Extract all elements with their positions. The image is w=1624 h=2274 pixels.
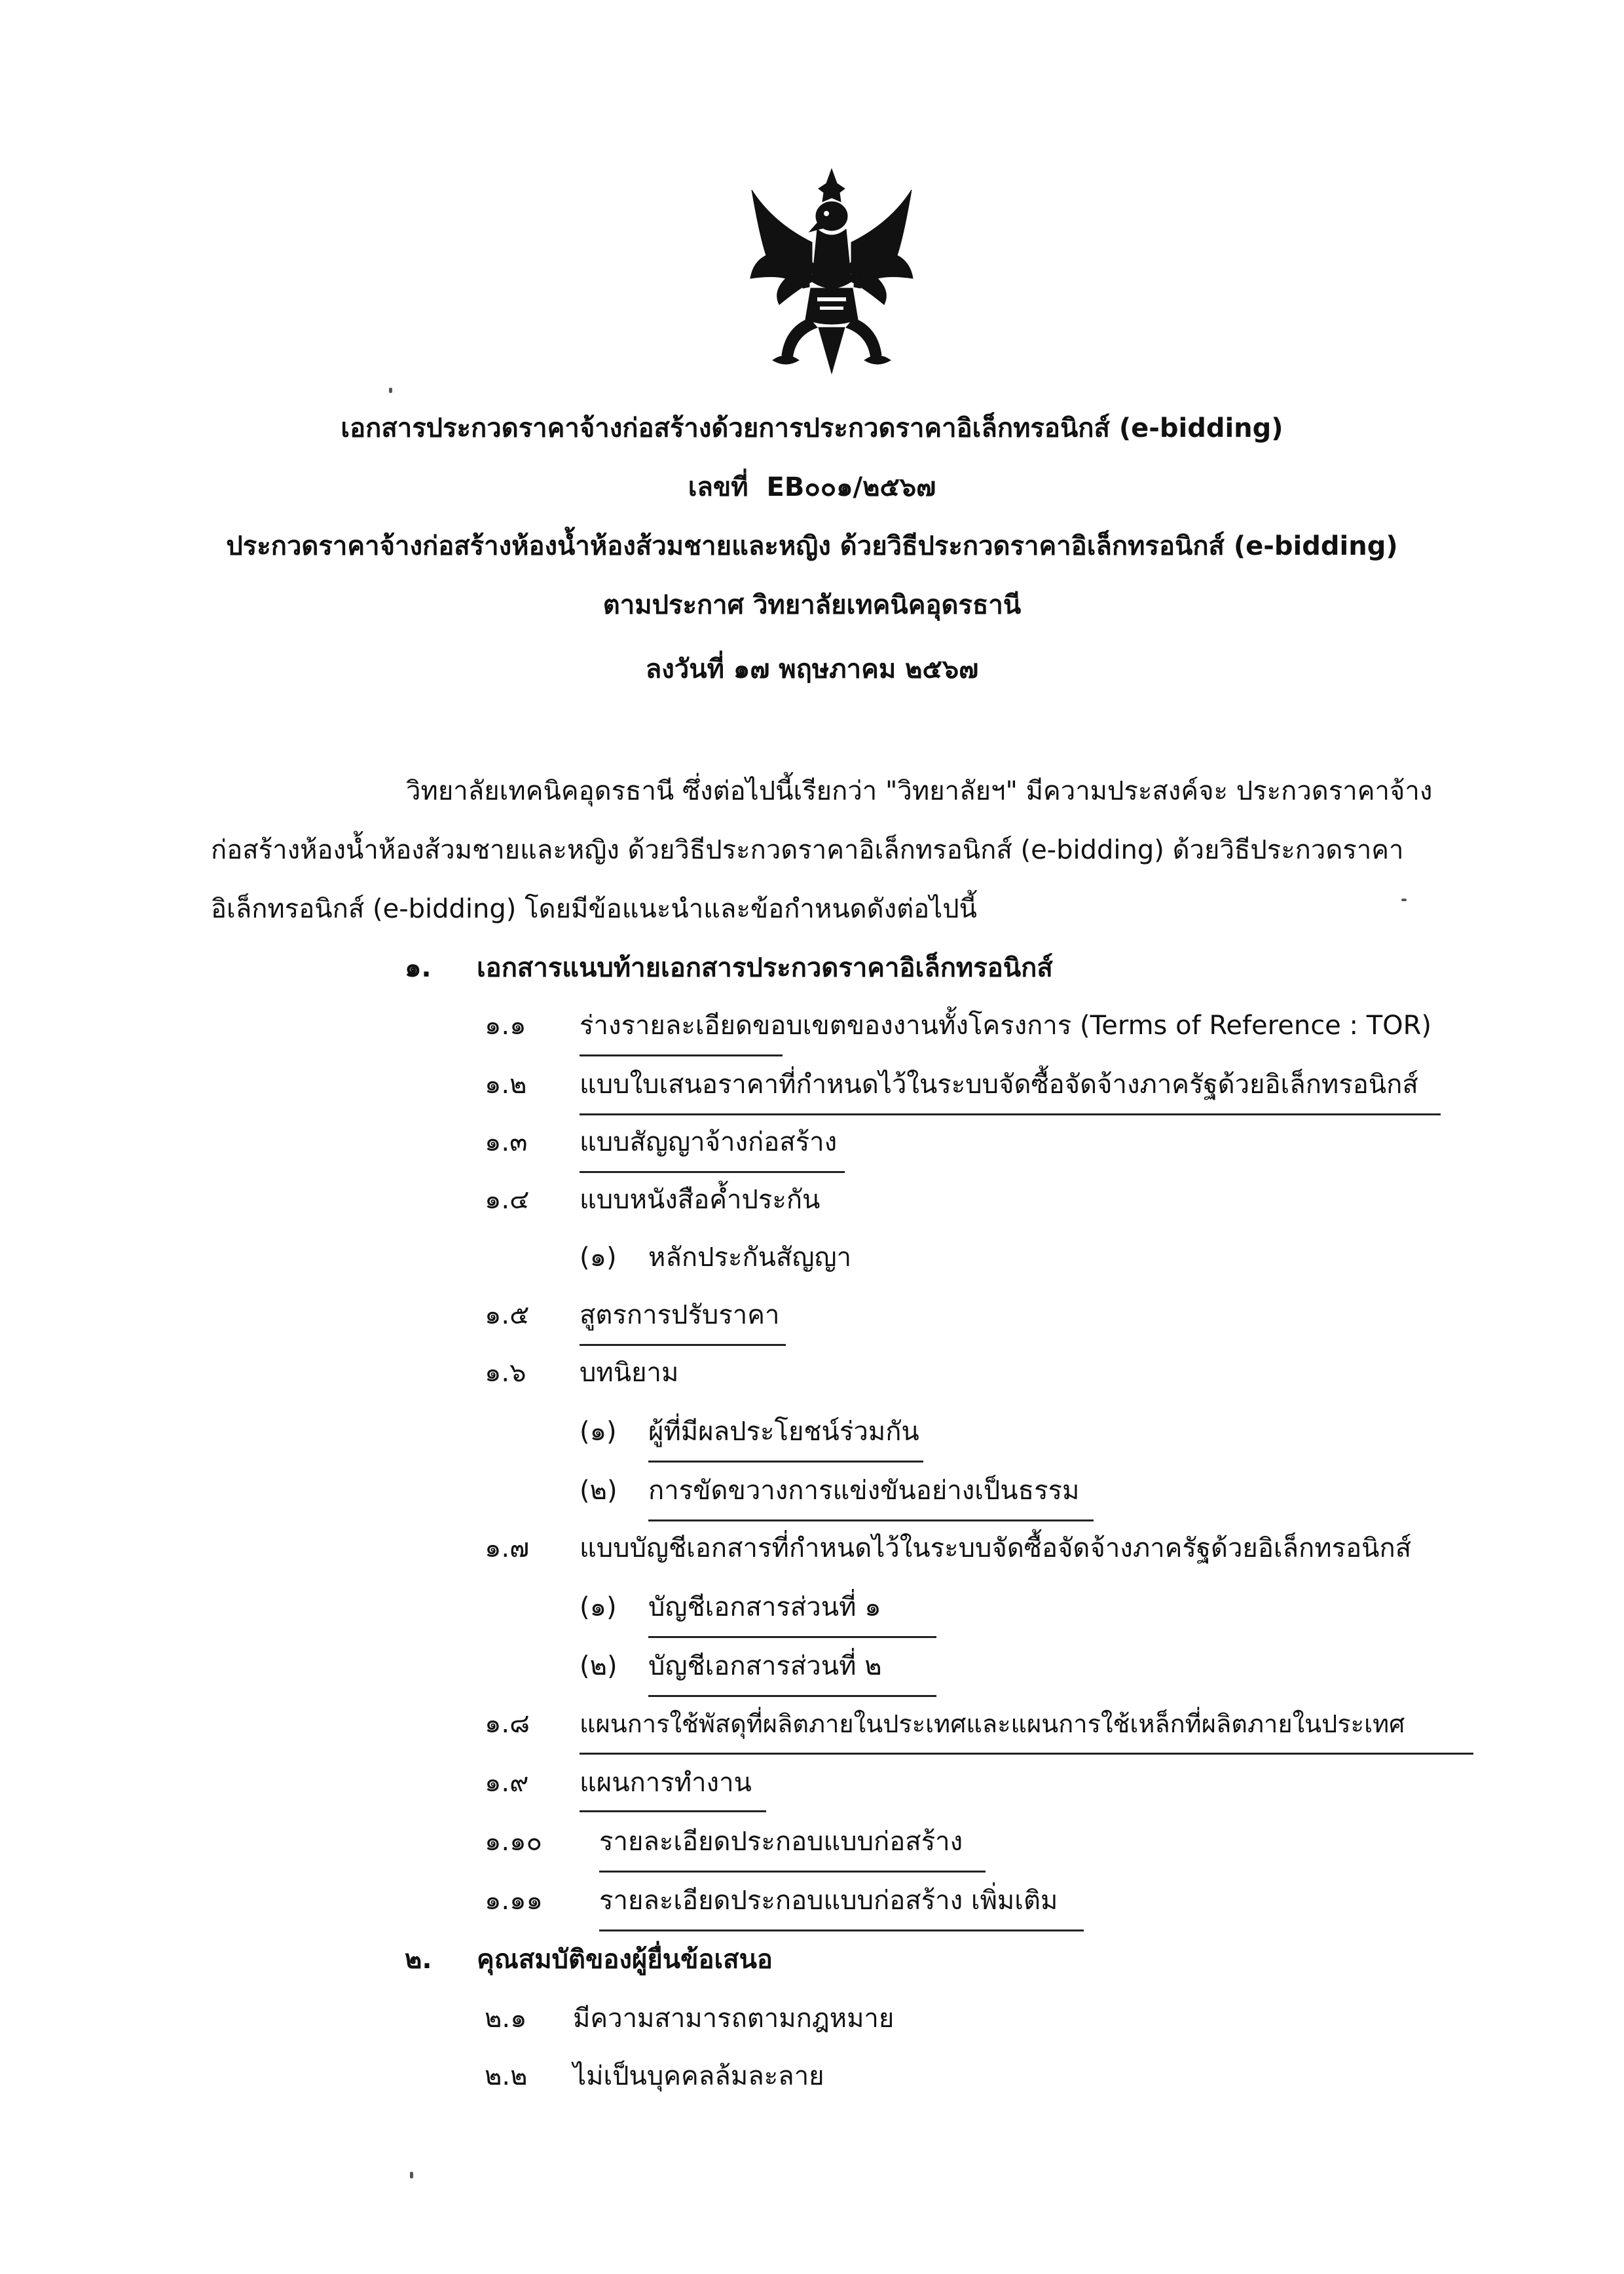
item-1-10-text: รายละเอียดประกอบแบบก่อสร้าง xyxy=(599,1827,963,1857)
item-1-10-number: ๑.๑๐ xyxy=(485,1827,542,1857)
item-1-4-1-number: (๑) xyxy=(580,1242,617,1273)
section-2-title: คุณสมบัติของผู้ยื่นข้อเสนอ xyxy=(477,1945,773,1975)
section-1-number: ๑. xyxy=(405,953,432,983)
scan-speck xyxy=(1401,899,1407,901)
underline xyxy=(648,1461,923,1463)
underline xyxy=(648,1636,936,1638)
item-1-4-1-text: หลักประกันสัญญา xyxy=(648,1242,852,1273)
item-1-2-text: แบบใบเสนอราคาที่กำหนดไว้ในระบบจัดซื้อจัดจ้างภาครัฐด้วยอิเล็กทรอนิกส์ xyxy=(580,1070,1418,1100)
item-2-1-text: มีความสามารถตามกฎหมาย xyxy=(573,2004,895,2034)
scan-speck xyxy=(389,388,392,393)
item-1-9-number: ๑.๙ xyxy=(485,1768,529,1798)
intro-line-1: วิทยาลัยเทคนิคอุดรธานี ซึ่งต่อไปนี้เรียกว่า "วิทยาลัยฯ" มีความประสงค์จะ ประกวดราคาจ้าง xyxy=(406,776,1433,806)
item-1-1-number: ๑.๑ xyxy=(485,1011,526,1041)
item-1-4-text: แบบหนังสือค้ำประกัน xyxy=(580,1185,821,1215)
item-1-11-number: ๑.๑๑ xyxy=(485,1886,543,1916)
garuda-emblem-icon xyxy=(747,164,917,380)
item-2-2-number: ๒.๒ xyxy=(485,2061,528,2091)
item-1-5-number: ๑.๕ xyxy=(485,1300,530,1330)
item-1-6-2-text: การขัดขวางการแข่งขันอย่างเป็นธรรม xyxy=(648,1476,1080,1506)
underline xyxy=(599,1929,1084,1931)
item-2-1-number: ๒.๑ xyxy=(485,2004,527,2034)
date-line: ลงวันที่ ๑๗ พฤษภาคม ๒๕๖๗ xyxy=(645,654,979,684)
document-subject: ประกวดราคาจ้างก่อสร้างห้องน้ำห้องส้วมชายและหญิง ด้วยวิธีประกวดราคาอิเล็กทรอนิกส์ (e-bidding) xyxy=(226,531,1398,561)
item-1-6-number: ๑.๖ xyxy=(485,1358,526,1388)
item-1-3-text: แบบสัญญาจ้างก่อสร้าง xyxy=(580,1127,838,1157)
item-1-2-number: ๑.๒ xyxy=(485,1070,527,1100)
item-1-6-1-number: (๑) xyxy=(580,1417,617,1447)
item-1-1-text: ร่างรายละเอียดขอบเขตของงานทั้งโครงการ (Terms of Reference : TOR) xyxy=(580,1011,1432,1041)
underline xyxy=(648,1695,936,1697)
item-1-4-number: ๑.๔ xyxy=(485,1185,530,1215)
item-1-8-text: แผนการใช้พัสดุที่ผลิตภายในประเทศและแผนการใช้เหล็กที่ผลิตภายในประเทศ xyxy=(580,1709,1405,1738)
underline xyxy=(580,1171,845,1173)
underline xyxy=(580,1344,786,1346)
announcement-line: ตามประกาศ วิทยาลัยเทคนิคอุดรธานี xyxy=(602,590,1022,620)
item-1-8-number: ๑.๘ xyxy=(485,1709,530,1739)
item-1-9-text: แผนการทำงาน xyxy=(580,1768,752,1798)
section-1-title: เอกสารแนบท้ายเอกสารประกวดราคาอิเล็กทรอนิกส์ xyxy=(477,953,1053,983)
item-1-7-2-text: บัญชีเอกสารส่วนที่ ๒ xyxy=(648,1651,882,1681)
item-1-7-number: ๑.๗ xyxy=(485,1533,530,1563)
item-1-7-2-number: (๒) xyxy=(580,1651,618,1681)
underline xyxy=(580,1753,1473,1755)
section-2-number: ๒. xyxy=(405,1945,432,1975)
item-1-6-2-number: (๒) xyxy=(580,1476,618,1506)
document-number xyxy=(131,468,1493,507)
item-1-3-number: ๑.๓ xyxy=(485,1127,528,1157)
item-2-2-text: ไม่เป็นบุคคลล้มละลาย xyxy=(573,2061,824,2091)
intro-line-3: อิเล็กทรอนิกส์ (e-bidding) โดยมีข้อแนะนำและข้อกำหนดดังต่อไปนี้ xyxy=(211,894,978,924)
intro-line-2: ก่อสร้างห้องน้ำห้องส้วมชายและหญิง ด้วยวิธีประกวดราคาอิเล็กทรอนิกส์ (e-bidding) ด้วยวิธีประกวดราคา xyxy=(211,835,1404,865)
underline xyxy=(599,1871,986,1873)
document-number-label: เลขที่ xyxy=(688,472,748,502)
scan-speck xyxy=(410,2172,413,2178)
underline xyxy=(648,1519,1094,1521)
item-1-7-1-text: บัญชีเอกสารส่วนที่ ๑ xyxy=(648,1592,881,1622)
underline xyxy=(580,1054,783,1056)
item-1-11-text: รายละเอียดประกอบแบบก่อสร้าง เพิ่มเติม xyxy=(599,1886,1058,1916)
item-1-7-1-number: (๑) xyxy=(580,1592,617,1622)
item-1-5-text: สูตรการปรับราคา xyxy=(580,1300,780,1330)
item-1-7-text: แบบบัญชีเอกสารที่กำหนดไว้ในระบบจัดซื้อจัดจ้างภาครัฐด้วยอิเล็กทรอนิกส์ xyxy=(580,1533,1412,1563)
underline xyxy=(580,1810,766,1812)
item-1-6-text: บทนิยาม xyxy=(580,1358,679,1388)
document-title: เอกสารประกวดราคาจ้างก่อสร้างด้วยการประกวดราคาอิเล็กทรอนิกส์ (e-bidding) xyxy=(341,413,1283,443)
document-number-value: EB๐๐๑/๒๕๖๗ xyxy=(766,472,936,502)
underline xyxy=(580,1113,1441,1115)
item-1-6-1-text: ผู้ที่มีผลประโยชน์ร่วมกัน xyxy=(648,1417,919,1447)
